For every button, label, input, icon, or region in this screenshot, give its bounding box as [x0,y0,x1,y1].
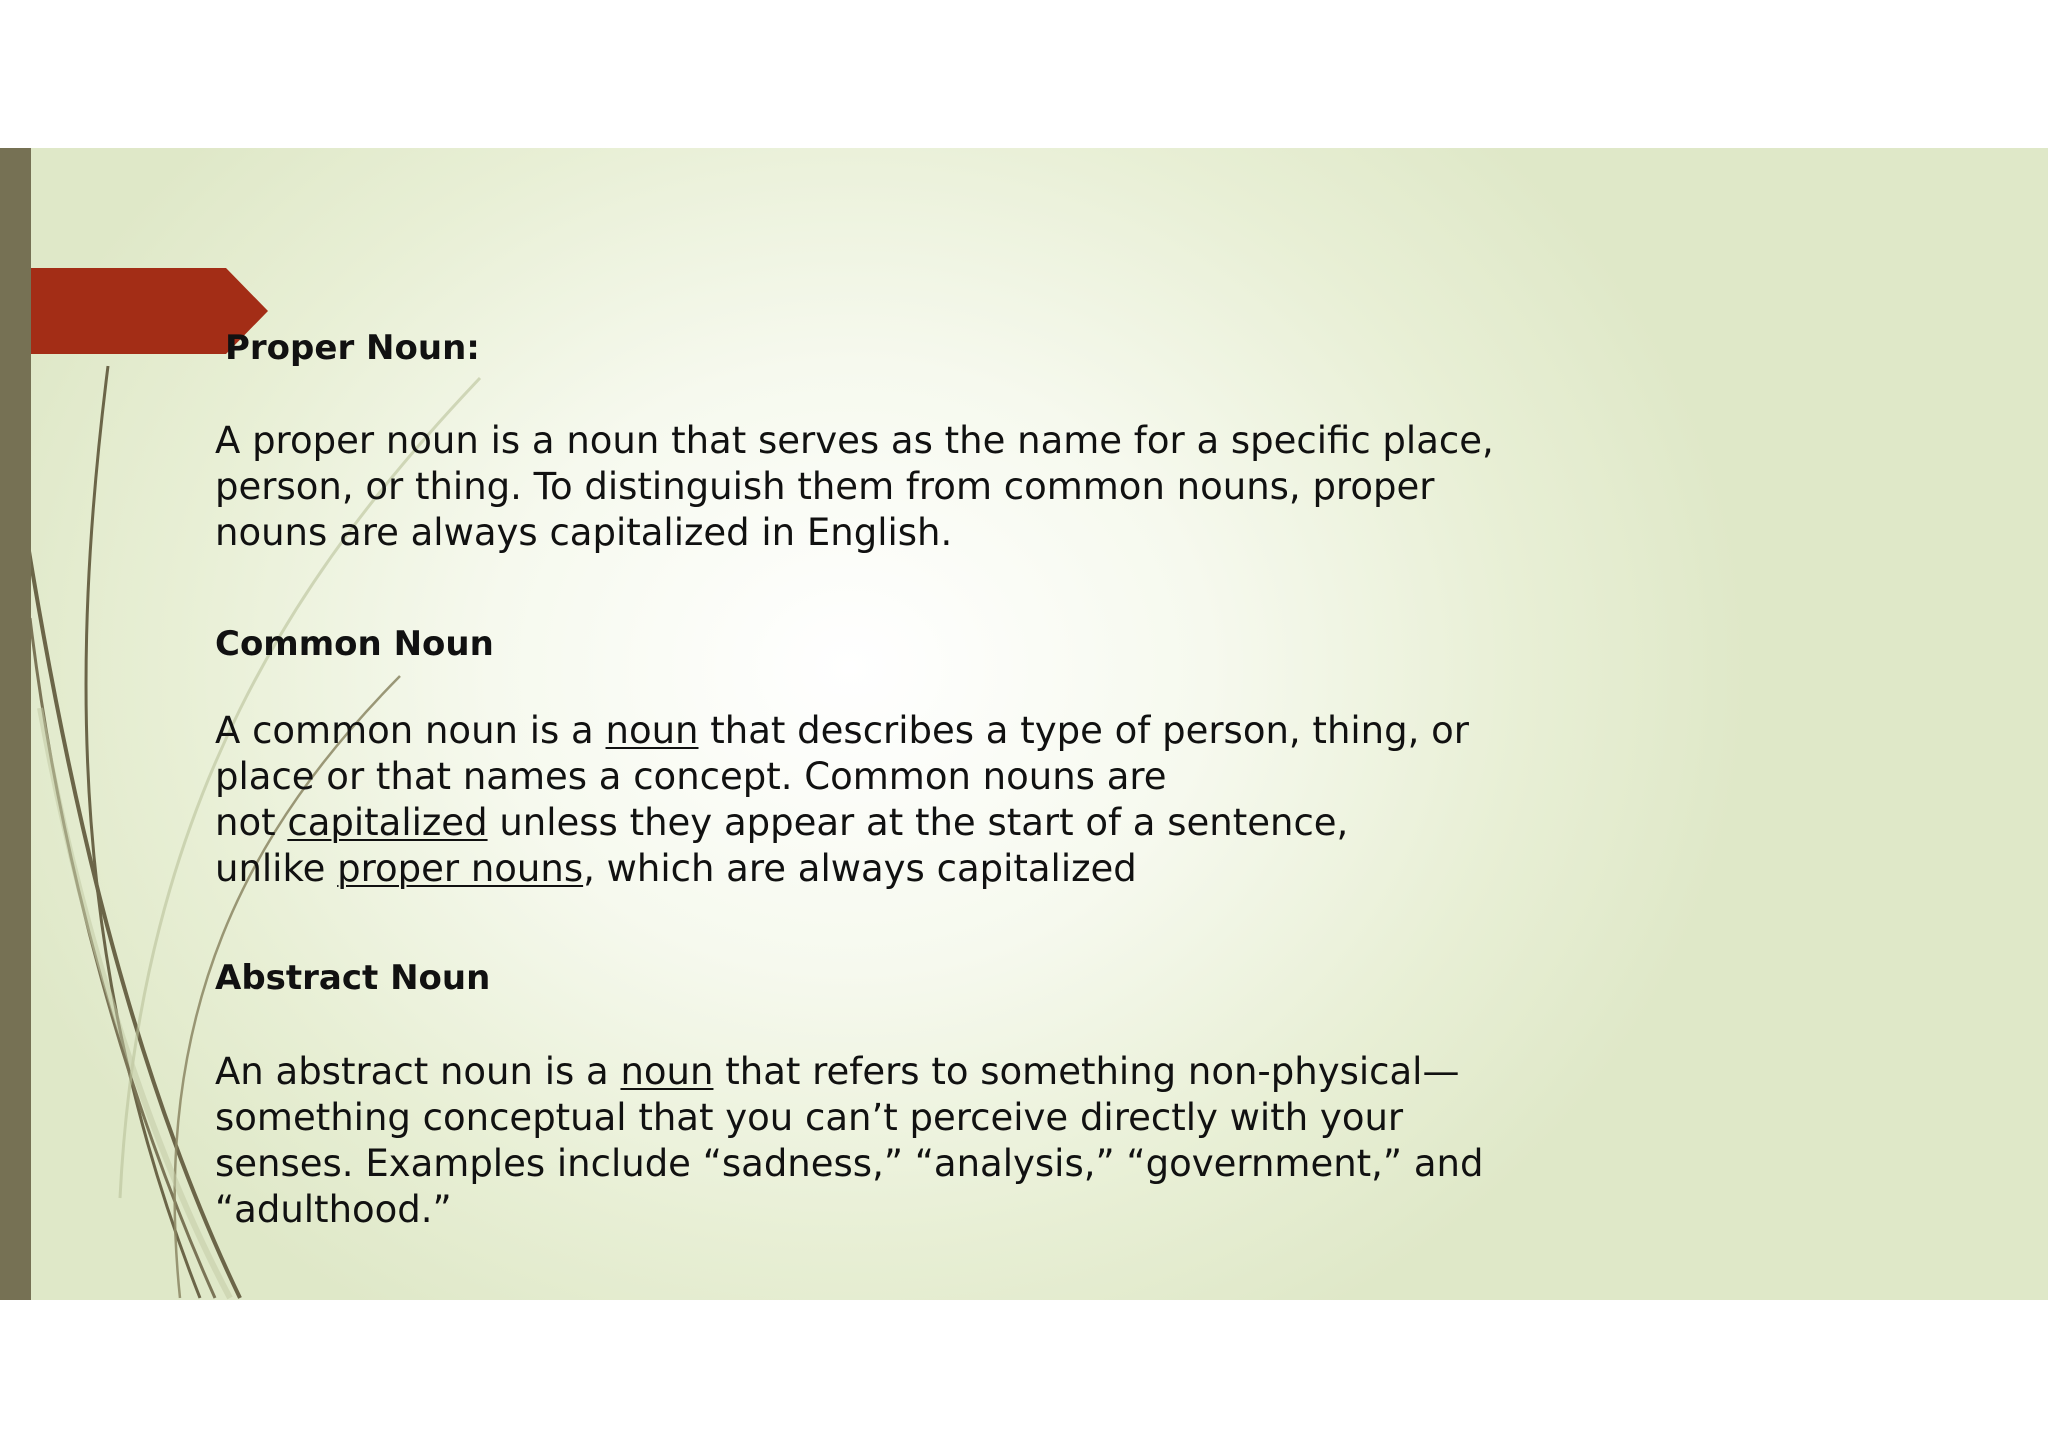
heading-common-noun: Common Noun [215,624,494,664]
left-accent-bar [0,148,31,1300]
text-segment: A proper noun is a noun that serves as the name for a specific place, [215,419,1494,462]
paragraph-line [215,464,1494,510]
text-segment: place or that names a concept. Common nouns are [215,755,1167,798]
paragraph-line [215,418,1494,464]
inline-link[interactable]: noun [620,1050,714,1093]
text-segment: nouns are always capitalized in English. [215,511,953,554]
paragraph-line [215,754,1469,800]
paragraph-proper-noun [215,418,1494,556]
paragraph-line [215,1141,1483,1187]
text-segment: that refers to something non-physical— [713,1050,1460,1093]
paragraph-line [215,1187,1483,1233]
text-segment: , which are always capitalized [583,847,1137,890]
inline-link[interactable]: proper nouns [337,847,584,890]
inline-link[interactable]: noun [605,709,699,752]
paragraph-line [215,800,1469,846]
paragraph-line [215,510,1494,556]
heading-proper-noun: Proper Noun: [225,328,480,368]
heading-abstract-noun: Abstract Noun [215,958,491,998]
paragraph-line [215,708,1469,754]
paragraph-line [215,1049,1483,1095]
paragraph-line [215,846,1469,892]
text-segment: something conceptual that you can’t perceive directly with your [215,1096,1404,1139]
slide [0,148,2048,1300]
inline-link[interactable]: capitalized [287,801,488,844]
paragraph-common-noun [215,708,1469,892]
text-segment: A common noun is a [215,709,606,752]
text-segment: person, or thing. To distinguish them from common nouns, proper [215,465,1435,508]
text-segment: senses. Examples include “sadness,” “analysis,” “government,” and [215,1142,1484,1185]
paragraph-abstract-noun [215,1049,1483,1233]
text-segment: “adulthood.” [215,1188,452,1231]
text-segment: unlike [215,847,338,890]
text-segment: not [215,801,288,844]
text-segment: that describes a type of person, thing, or [698,709,1469,752]
text-segment: An abstract noun is a [215,1050,621,1093]
text-segment: unless they appear at the start of a sentence, [487,801,1349,844]
paragraph-line [215,1095,1483,1141]
